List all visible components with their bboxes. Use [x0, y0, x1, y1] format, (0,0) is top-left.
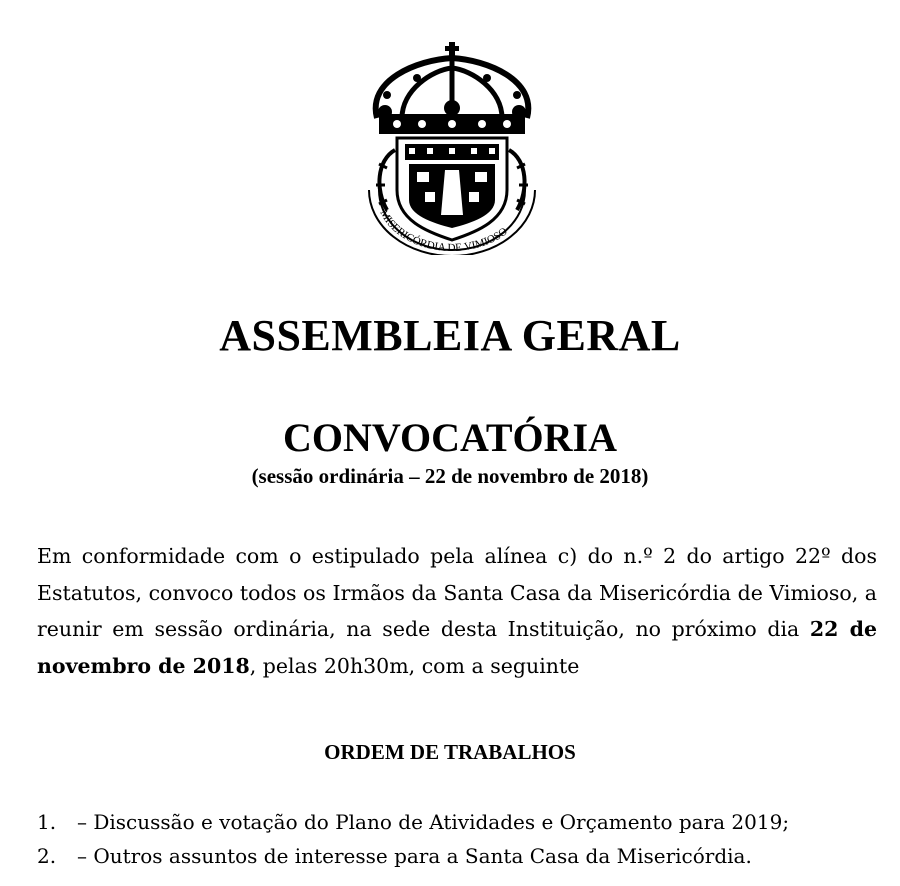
meeting-date: 22 de novembro de 2018: [37, 617, 878, 678]
agenda-item: [37, 805, 877, 839]
agenda-item: [37, 839, 877, 873]
paragraph-text-1: Em conformidade com o estipulado pela alínea c) do n.º 2 do artigo 22º dos Estatutos, convoco todos os Irmãos da Santa Casa da Misericórdia de Vimioso, a reunir em sessão ordinária, na sede desta Instituição, no próximo dia: [37, 544, 877, 641]
document-subtitle: CONVOCATÓRIA: [282, 415, 618, 460]
page-title: ASSEMBLEIA GERAL: [219, 311, 681, 360]
crest-motto: MISERICÓRDIA DE VIMIOSO: [377, 207, 510, 255]
session-info: (sessão ordinária – 22 de novembro de 2018): [251, 464, 649, 488]
agenda-list: [37, 805, 877, 873]
agenda-item-number: 2.: [37, 844, 57, 868]
agenda-item-text: – Outros assuntos de interesse para a Santa Casa da Misericórdia.: [77, 844, 752, 868]
agenda-item-text: – Discussão e votação do Plano de Atividades e Orçamento para 2019;: [77, 810, 790, 834]
agenda-item-number: 1.: [37, 810, 57, 834]
misericordia-crest-logo: [357, 40, 547, 255]
agenda-title: ORDEM DE TRABALHOS: [324, 740, 576, 764]
paragraph-text-2: , pelas 20h30m, com a seguinte: [249, 653, 580, 678]
convocation-paragraph: [37, 538, 877, 684]
